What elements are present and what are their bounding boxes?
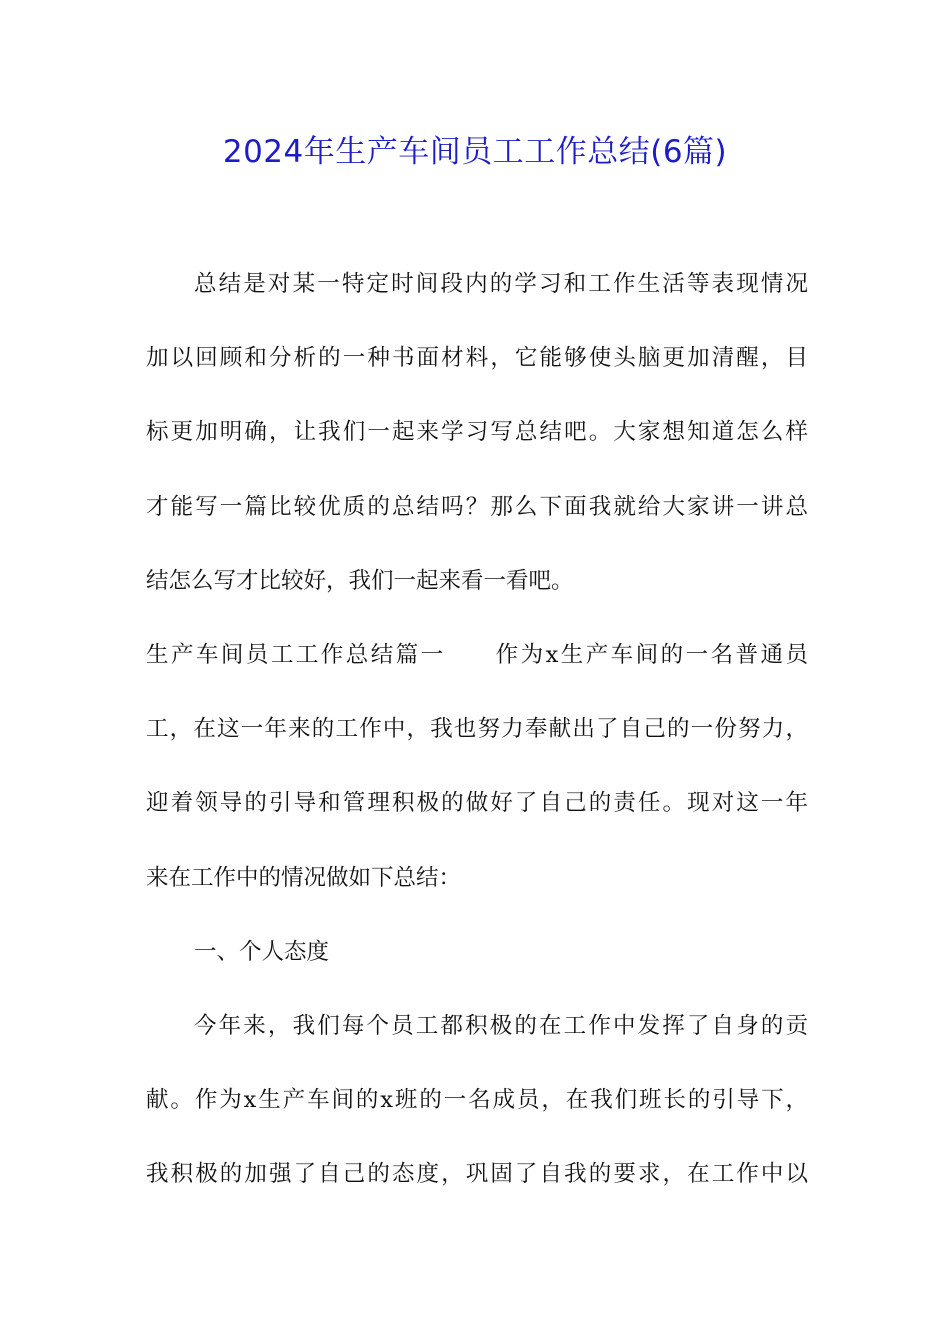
document-title: 2024年生产车间员工工作总结(6篇)	[222, 134, 728, 170]
paragraph-line: 工，在这一年来的工作中，我也努力奉献出了自己的一份努力，	[146, 716, 808, 743]
section-heading-line: 生产车间员工工作总结篇一 作为x生产车间的一名普通员	[146, 641, 808, 668]
paragraph-line: 来在工作中的情况做如下总结：	[146, 864, 462, 891]
paragraph-line: 才能写一篇比较优质的总结吗？那么下面我就给大家讲一讲总	[146, 493, 808, 520]
paragraph-line: 献。作为x生产车间的x班的一名成员，在我们班长的引导下，	[146, 1087, 808, 1114]
paragraph-line: 标更加明确，让我们一起来学习写总结吧。大家想知道怎么样	[146, 419, 808, 446]
paragraph-line: 加以回顾和分析的一种书面材料，它能够使头脑更加清醒，目	[146, 345, 808, 372]
paragraph-line: 迎着领导的引导和管理积极的做好了自己的责任。现对这一年	[146, 790, 808, 817]
paragraph-line: 结怎么写才比较好，我们一起来看一看吧。	[146, 567, 574, 594]
paragraph-line: 我积极的加强了自己的态度，巩固了自我的要求，在工作中以	[146, 1161, 808, 1188]
document-body	[146, 262, 808, 1226]
paragraph-line: 今年来，我们每个员工都积极的在工作中发挥了自身的贡	[194, 1012, 808, 1039]
paragraph-line: 总结是对某一特定时间段内的学习和工作生活等表现情况	[194, 271, 808, 297]
subheading-line: 一、个人态度	[194, 938, 330, 965]
